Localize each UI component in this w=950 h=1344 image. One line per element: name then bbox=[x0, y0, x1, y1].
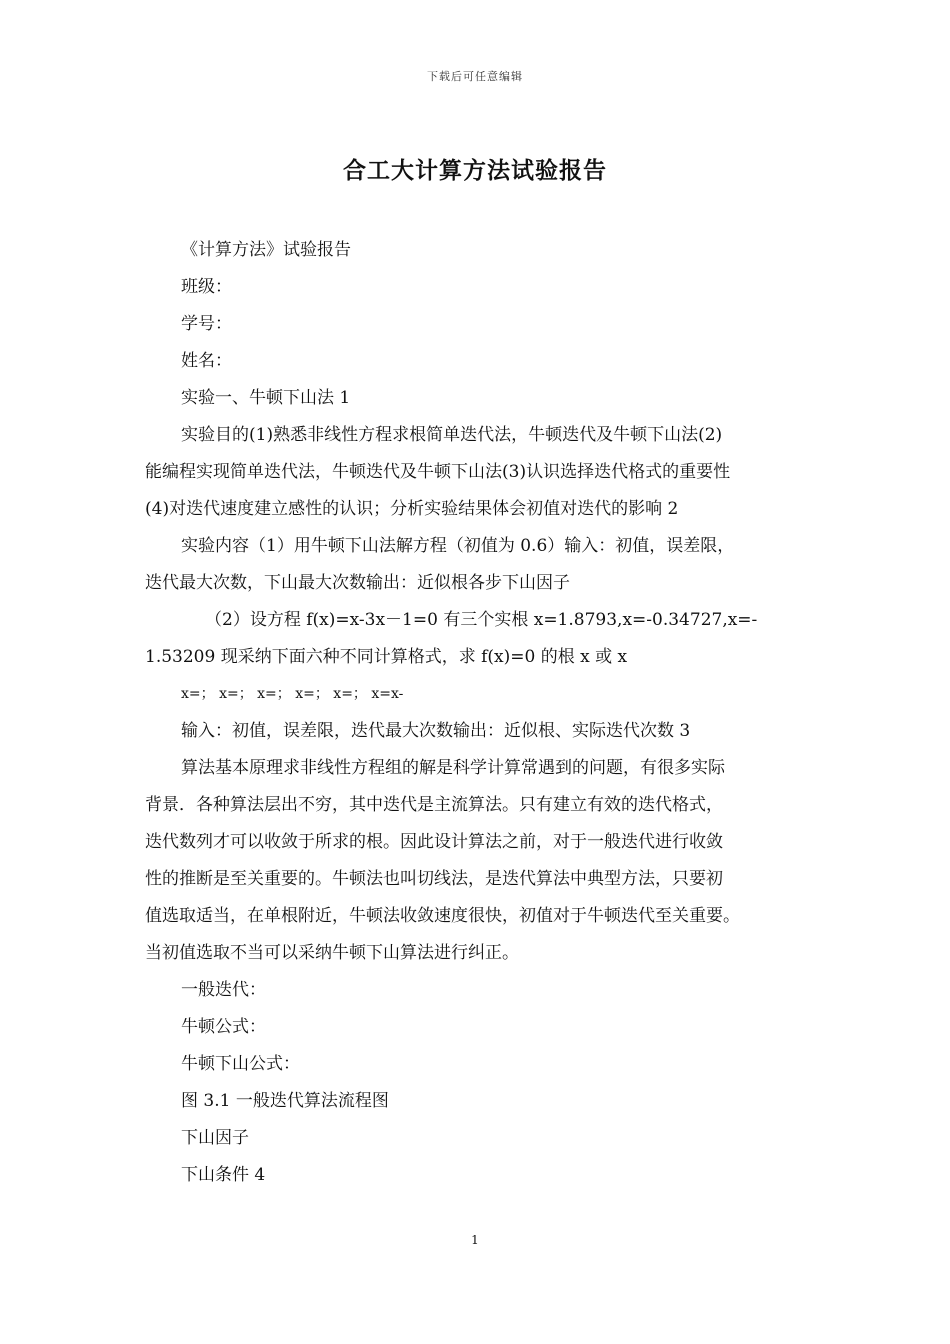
paragraph-line: (4)对迭代速度建立感性的认识；分析实验结果体会初值对迭代的影响 2 bbox=[145, 499, 679, 519]
downhill-condition-label: 下山条件 4 bbox=[181, 1165, 266, 1185]
page-number: 1 bbox=[471, 1233, 479, 1247]
paragraph-line: 迭代数列才可以收敛于所求的根。因此设计算法之前，对于一般迭代进行收敛 bbox=[145, 832, 723, 852]
paragraph-line: 实验内容（1）用牛顿下山法解方程（初值为 0.6）输入：初值，误差限， bbox=[181, 536, 735, 556]
newton-downhill-formula-label: 牛顿下山公式： bbox=[181, 1054, 300, 1074]
formula-line: x=； x=； x=； x=； x=； x=x- bbox=[181, 686, 404, 702]
paragraph-line: 当初值选取不当可以采纳牛顿下山算法进行纠正。 bbox=[145, 943, 519, 963]
name-field: 姓名： bbox=[181, 351, 232, 371]
paragraph-line: 背景．各种算法层出不穷，其中迭代是主流算法。只有建立有效的迭代格式， bbox=[145, 795, 723, 815]
paragraph-line: 算法基本原理求非线性方程组的解是科学计算常遇到的问题，有很多实际 bbox=[181, 758, 725, 778]
document-title: 合工大计算方法试验报告 bbox=[343, 157, 607, 184]
class-field: 班级： bbox=[181, 277, 232, 297]
paragraph-line: 输入：初值，误差限，迭代最大次数输出：近似根、实际迭代次数 3 bbox=[181, 721, 691, 741]
experiment-heading: 实验一、牛顿下山法 1 bbox=[181, 388, 351, 408]
report-heading: 《计算方法》试验报告 bbox=[181, 240, 351, 260]
paragraph-line: 实验目的(1)熟悉非线性方程求根简单迭代法，牛顿迭代及牛顿下山法(2) bbox=[181, 425, 723, 445]
header-note: 下载后可任意编辑 bbox=[427, 70, 523, 83]
paragraph-line: 值选取适当，在单根附近，牛顿法收敛速度很快，初值对于牛顿迭代至关重要。 bbox=[145, 906, 740, 926]
document-body bbox=[145, 232, 813, 1194]
paragraph-line: 迭代最大次数，下山最大次数输出：近似根各步下山因子 bbox=[145, 573, 570, 593]
student-id-field: 学号： bbox=[181, 314, 232, 334]
general-iteration-label: 一般迭代： bbox=[181, 980, 266, 1000]
paragraph-line: 能编程实现简单迭代法，牛顿迭代及牛顿下山法(3)认识选择迭代格式的重要性 bbox=[145, 462, 731, 482]
paragraph-line: （2）设方程 f(x)=x-3x－1=0 有三个实根 x=1.8793,x=-0.34727,x=- bbox=[205, 610, 758, 630]
paragraph-line: 性的推断是至关重要的。牛顿法也叫切线法，是迭代算法中典型方法，只要初 bbox=[145, 869, 723, 889]
paragraph-line: 1.53209 现采纳下面六种不同计算格式，求 f(x)=0 的根 x 或 x bbox=[145, 647, 628, 667]
figure-caption: 图 3.1 一般迭代算法流程图 bbox=[181, 1091, 389, 1111]
downhill-factor-label: 下山因子 bbox=[181, 1128, 249, 1148]
newton-formula-label: 牛顿公式： bbox=[181, 1017, 266, 1037]
